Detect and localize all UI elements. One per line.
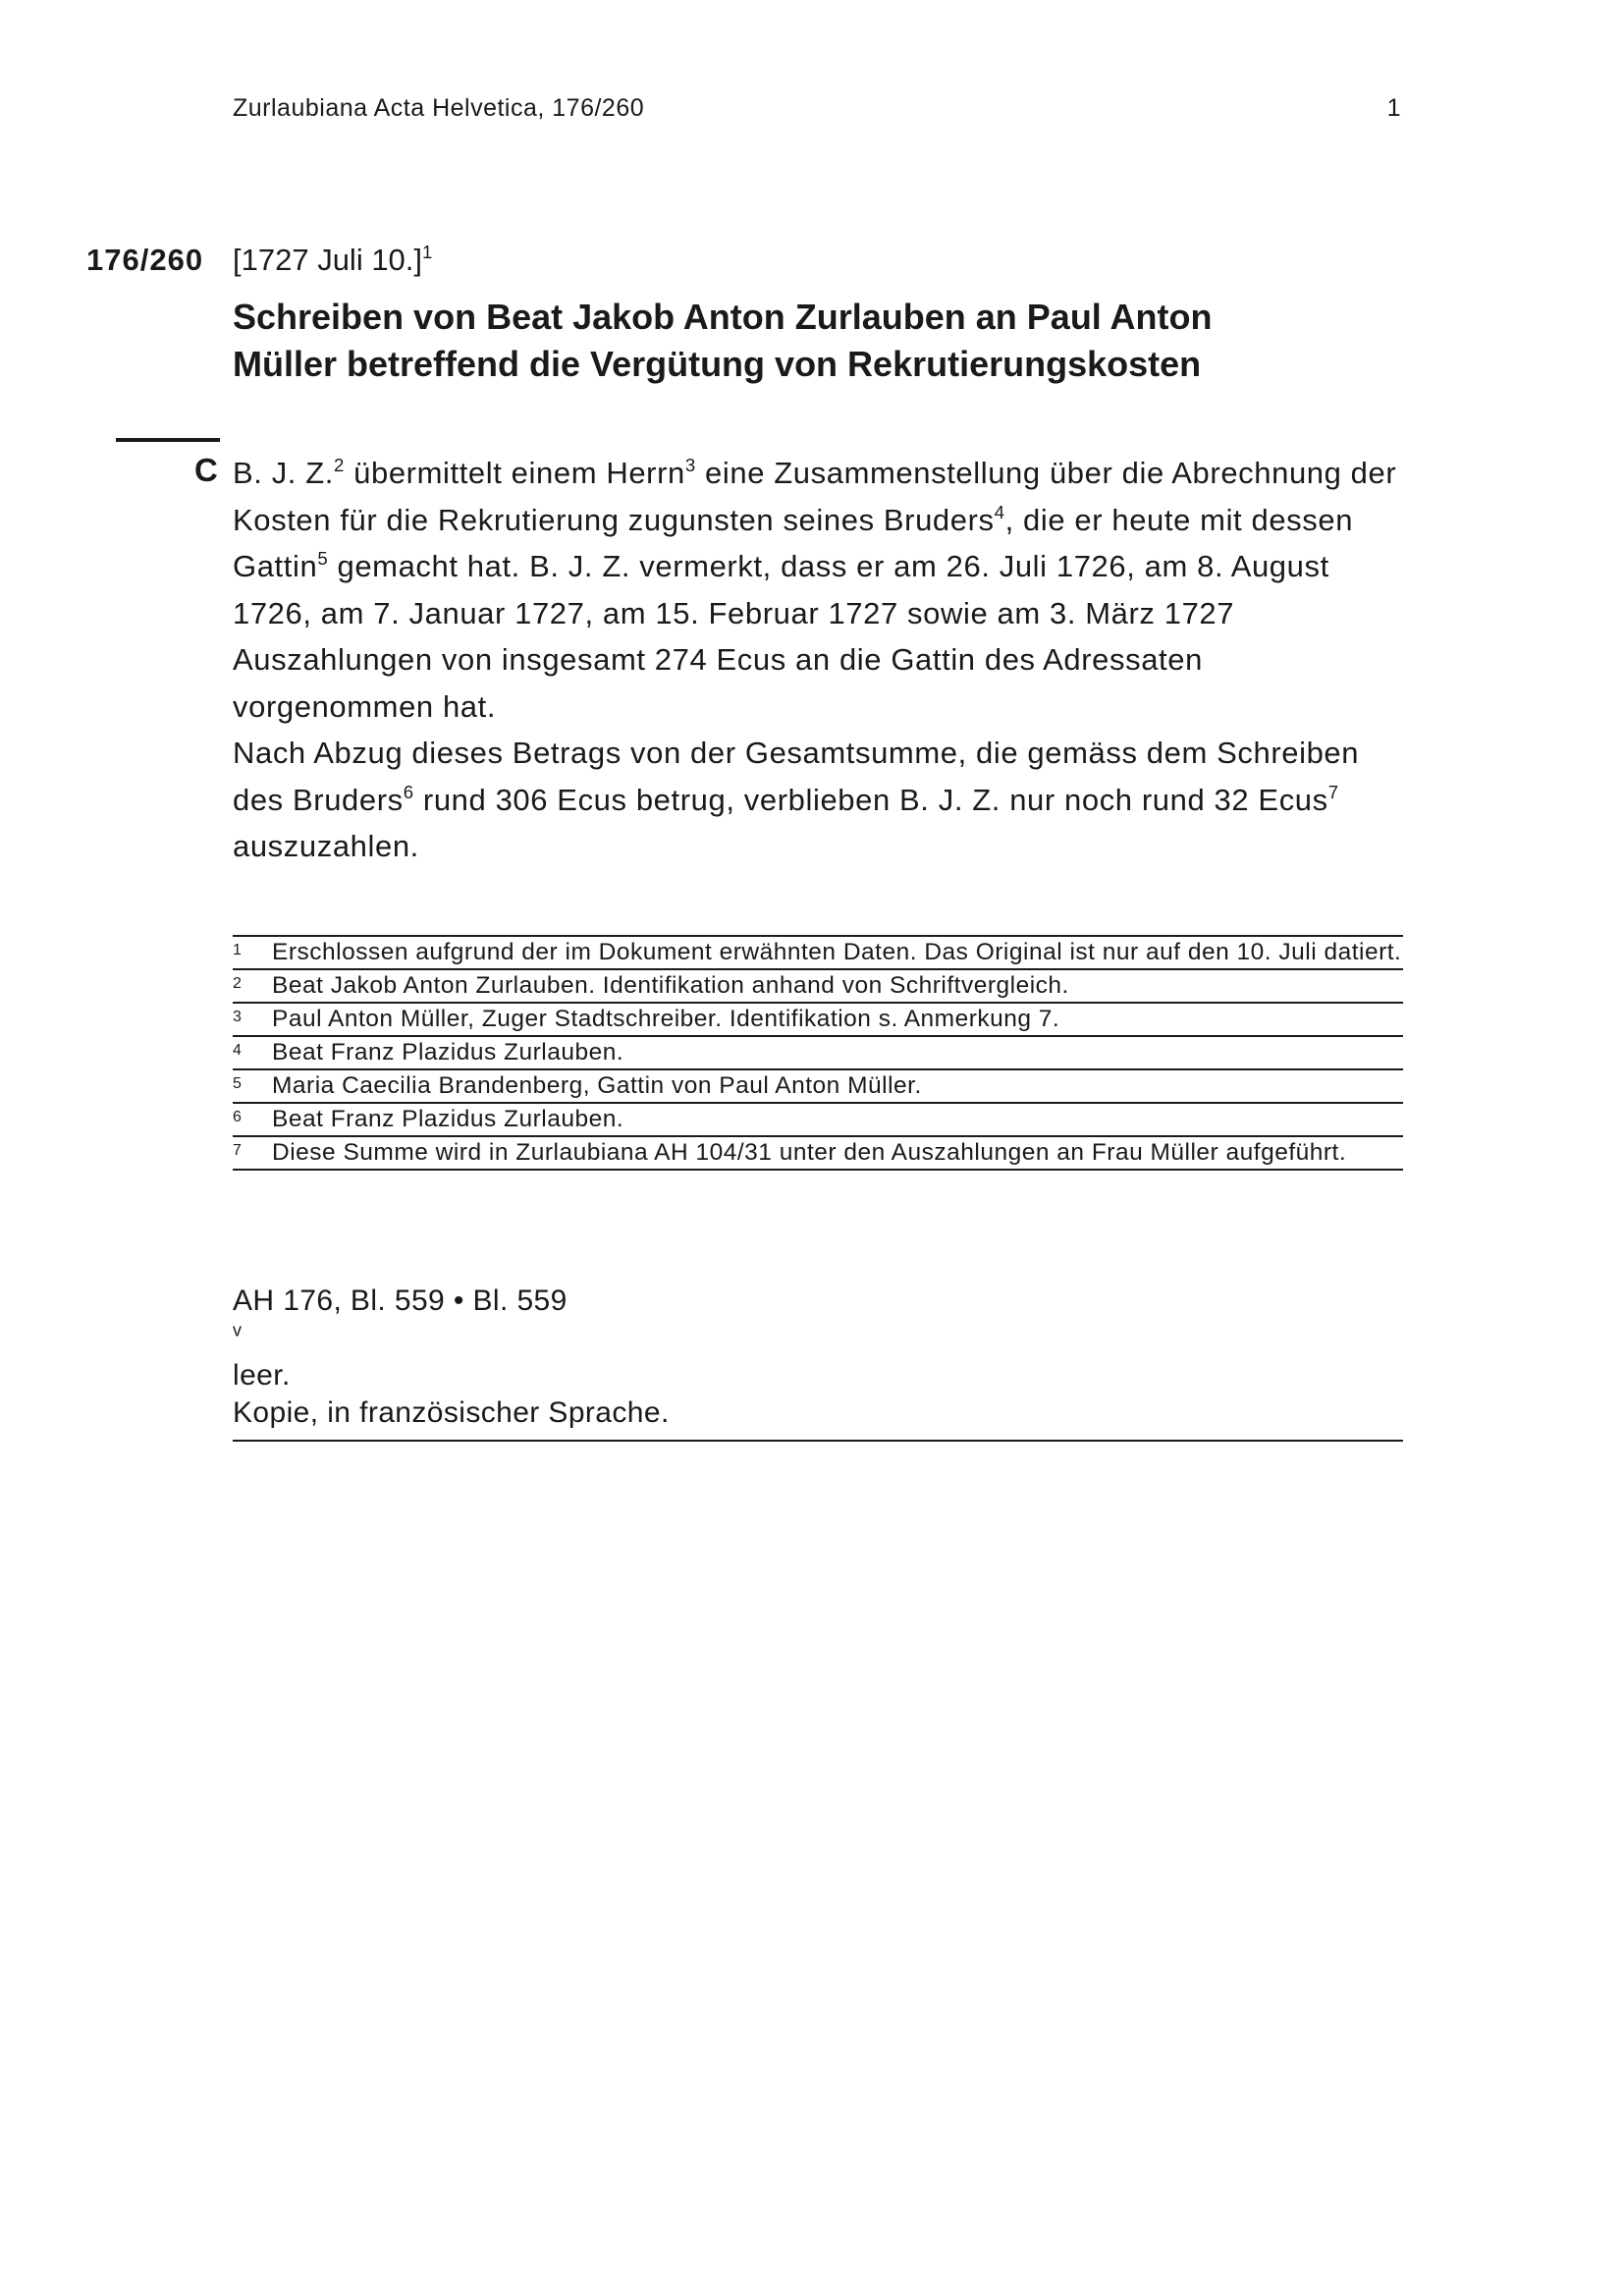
footnote — [233, 1137, 1403, 1171]
summary-text-run: gemacht hat. B. J. Z. vermerkt, dass er am 26. Juli 1726, am 8. August 1726, am 7. Januar 1727, am 15. Februar 1727 sowie am 3. März 1727 Auszahlungen von insgesamt 274 Ecus an die Gattin des Adressaten vorgenommen hat. — [233, 549, 1329, 724]
document-date — [233, 243, 432, 278]
source-block — [233, 1283, 1403, 1442]
footnote-text: Erschlossen aufgrund der im Dokument erwähnten Daten. Das Original ist nur auf den 10. Juli datiert. — [272, 939, 1402, 965]
verso-mark: v — [233, 1320, 243, 1340]
running-head — [233, 94, 1401, 123]
footnote — [233, 1104, 1403, 1137]
footnote-ref-1[interactable]: 1 — [422, 241, 433, 262]
footnote-mark: 1 — [233, 942, 243, 958]
summary-text-run: eine Zusammenstellung über die Abrechnung der Kosten für die Rekrutierung zugunsten seines Bruders — [233, 456, 1397, 537]
margin-rule — [116, 438, 220, 442]
title-line-2: Müller betreffend die Vergütung von Rekrutierungskosten — [233, 344, 1202, 384]
footnote-ref-3[interactable]: 3 — [684, 454, 696, 475]
document-number: 176/260 — [86, 243, 204, 277]
footnotes — [233, 935, 1403, 1171]
summary-text-run: , die er heute mit dessen Gattin — [233, 502, 1354, 583]
footnote — [233, 1004, 1403, 1037]
footnote-text: Paul Anton Müller, Zuger Stadtschreiber. Identifikation s. Anmerkung 7. — [272, 1006, 1060, 1032]
footnote — [233, 937, 1403, 970]
summary-text-run: übermittelt einem Herrn — [344, 456, 685, 490]
summary-text — [233, 450, 1411, 870]
summary-text-run: B. J. Z. — [233, 456, 334, 490]
page-number: 1 — [1386, 94, 1401, 122]
summary-paragraph-1 — [233, 450, 1411, 730]
summary-text-run: rund 306 Ecus betrug, verblieben B. J. Z. nur noch rund 32 Ecus — [413, 782, 1328, 817]
footnote-text: Beat Franz Plazidus Zurlauben. — [272, 1106, 624, 1132]
source-ref: AH 176, Bl. 559 • Bl. 559 — [233, 1285, 568, 1317]
summary-text-run: Nach Abzug dieses Betrags von der Gesamtsumme, die gemäss dem Schreiben des Bruders — [233, 736, 1360, 817]
margin-letter: C — [194, 452, 218, 488]
source-line-2: Kopie, in französischer Sprache. — [233, 1396, 670, 1429]
footnote — [233, 970, 1403, 1004]
footnote-mark: 7 — [233, 1142, 243, 1159]
footnote-ref-6[interactable]: 6 — [403, 781, 414, 802]
summary-text-run: auszuzahlen. — [233, 829, 419, 863]
footnote-mark: 6 — [233, 1109, 243, 1125]
footnote-mark: 2 — [233, 975, 243, 992]
footnote-text: Beat Jakob Anton Zurlauben. Identifikation anhand von Schriftvergleich. — [272, 972, 1069, 999]
source-ref-suffix: leer. — [233, 1359, 291, 1392]
summary-paragraph-2 — [233, 730, 1411, 870]
source-line-1 — [233, 1283, 1403, 1394]
footnote-ref-7[interactable]: 7 — [1327, 781, 1339, 802]
footnote-ref-4[interactable]: 4 — [994, 501, 1005, 522]
title-line-1: Schreiben von Beat Jakob Anton Zurlauben an Paul Anton — [233, 297, 1213, 337]
footnote — [233, 1070, 1403, 1104]
running-title: Zurlaubiana Acta Helvetica, 176/260 — [233, 94, 645, 122]
document-title — [233, 294, 1352, 388]
footnote-mark: 4 — [233, 1042, 243, 1059]
footnote-ref-5[interactable]: 5 — [317, 547, 329, 569]
footnote-ref-2[interactable]: 2 — [333, 454, 345, 475]
date-text: [1727 Juli 10.] — [233, 243, 423, 277]
footnote-text: Beat Franz Plazidus Zurlauben. — [272, 1039, 624, 1066]
footnote-text: Diese Summe wird in Zurlaubiana AH 104/31 unter den Auszahlungen an Frau Müller aufgeführt. — [272, 1139, 1347, 1166]
footnote-mark: 5 — [233, 1075, 243, 1092]
footnote — [233, 1037, 1403, 1070]
footnote-text: Maria Caecilia Brandenberg, Gattin von Paul Anton Müller. — [272, 1072, 922, 1099]
footnote-mark: 3 — [233, 1009, 243, 1025]
